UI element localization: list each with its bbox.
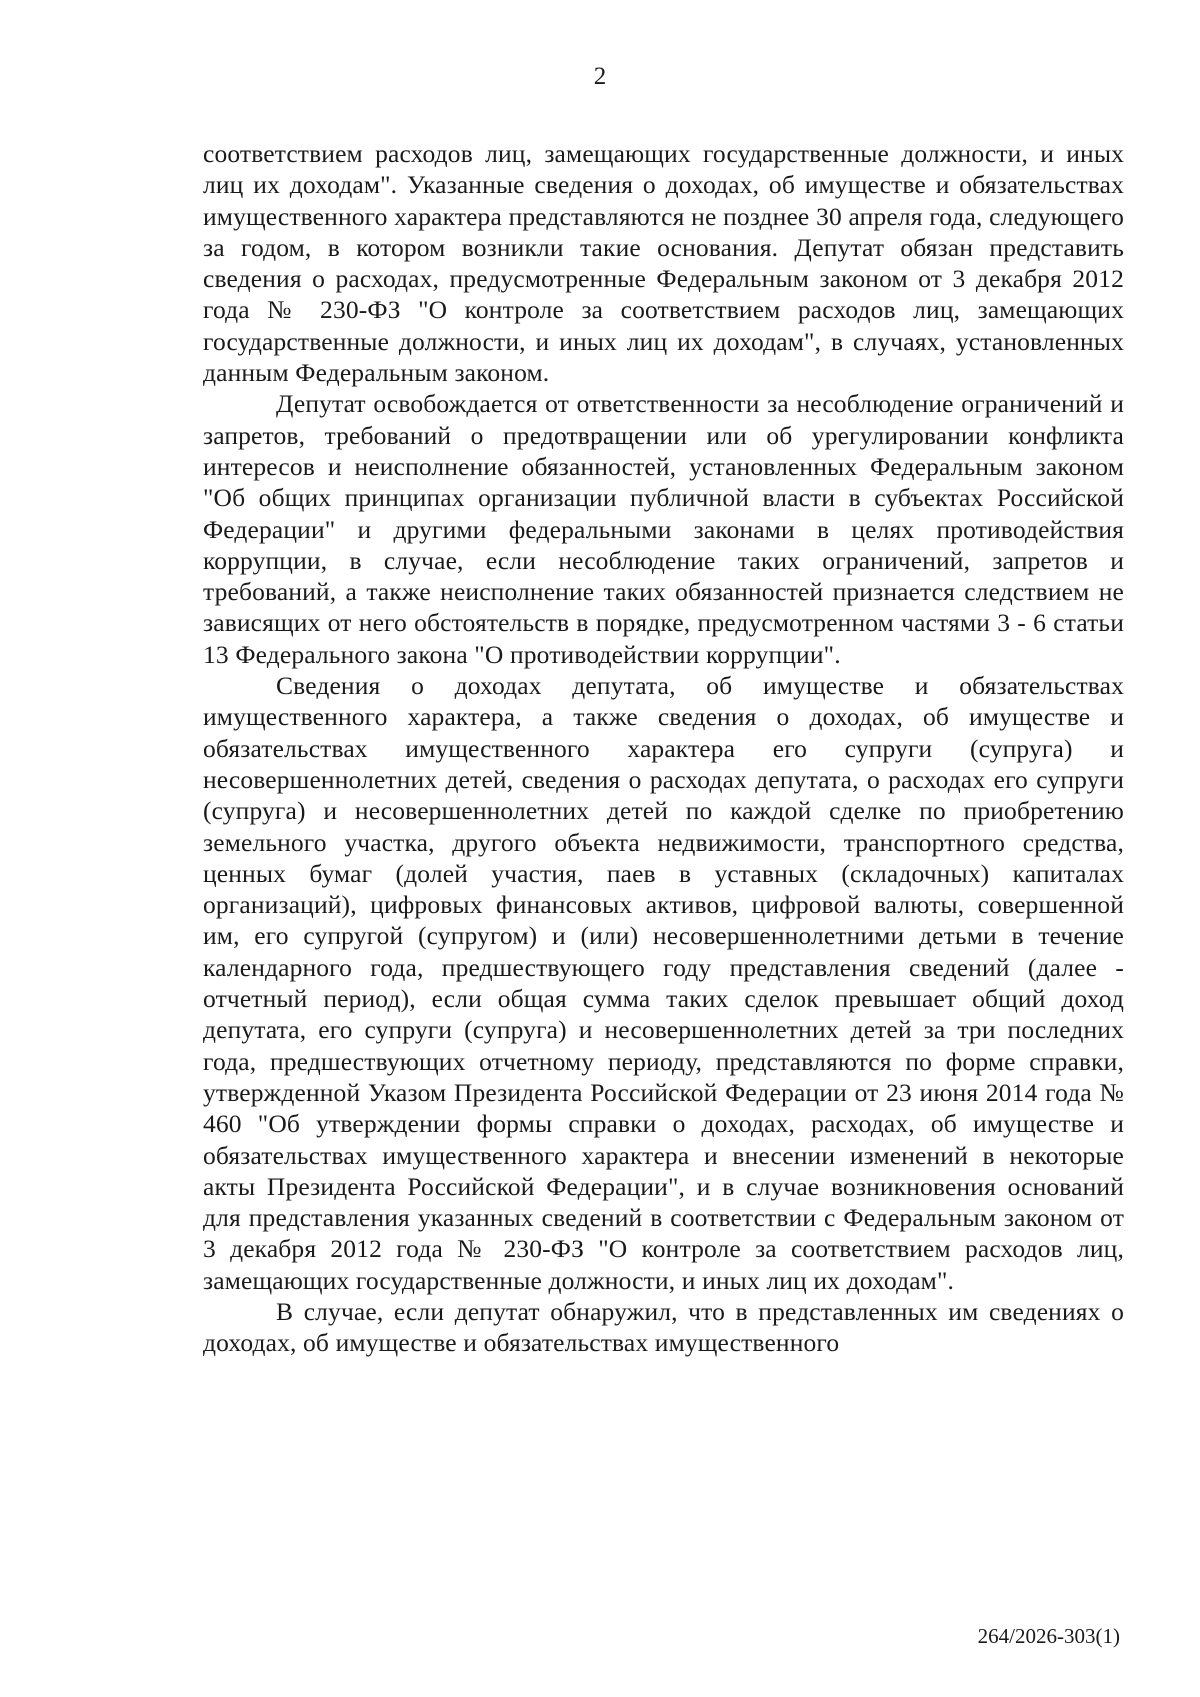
paragraph-correction: В случае, если депутат обнаружил, что в представленных им сведениях о доходах, об имуществе и обязательствах имущественного <box>203 1296 1124 1358</box>
document-code: 264/2026-303(1) <box>977 1624 1120 1648</box>
page-number: 2 <box>593 63 607 90</box>
document-body <box>203 138 1124 1359</box>
paragraph-income-info: Сведения о доходах депутата, об имуществе и обязательствах имущественного характера, а также сведения о доходах, об имуществе и обязательствах имущественного характера его супруги (супруга) и несовершеннолетних детей, сведения о расходах депутата, о расходах его супруги (супруга) и несовершеннолетних детей по каждой сделке по приобретению земельного участка, другого объекта недвижимости, транспортного средства, ценных бумаг (долей участия, паев в уставных (складочных) капиталах организаций), цифровых финансовых активов, цифровой валюты, совершенной им, его супругой (супругом) и (или) несовершеннолетними детьми в течение календарного года, предшествующего году представления сведений (далее - отчетный период), если общая сумма таких сделок превышает общий доход депутата, его супруги (супруга) и несовершеннолетних детей за три последних года, предшествующих отчетному периоду, представляются по форме справки, утвержденной Указом Президента Российской Федерации от 23 июня 2014 года № 460 "Об утверждении формы справки о доходах, расходах, об имуществе и обязательствах имущественного характера и внесении изменений в некоторые акты Президента Российской Федерации", и в случае возникновения оснований для представления указанных сведений в соответствии с Федеральным законом от 3 декабря 2012 года № 230-ФЗ "О контроле за соответствием расходов лиц, замещающих государственные должности, и иных лиц их доходам". <box>203 671 1124 1295</box>
paragraph-continuation: соответствием расходов лиц, замещающих государственные должности, и иных лиц их доходам". Указанные сведения о доходах, об имуществе и обязательствах имущественного характера представляются не позднее 30 апреля года, следующего за годом, в котором возникли такие основания. Депутат обязан представить сведения о расходах, предусмотренные Федеральным законом от 3 декабря 2012 года № 230-ФЗ "О контроле за соответствием расходов лиц, замещающих государственные должности, и иных лиц их доходам", в случаях, установленных данным Федеральным законом. <box>203 139 1124 388</box>
paragraph-exemption: Депутат освобождается от ответственности за несоблюдение ограничений и запретов, требований о предотвращении или об урегулировании конфликта интересов и неисполнение обязанностей, установленных Федеральным законом "Об общих принципах организации публичной власти в субъектах Российской Федерации" и другими федеральными законами в целях противодействия коррупции, в случае, если несоблюдение таких ограничений, запретов и требований, а также неисполнение таких обязанностей признается следствием не зависящих от него обстоятельств в порядке, предусмотренном частями 3 - 6 статьи 13 Федерального закона "О противодействии коррупции". <box>203 389 1124 669</box>
